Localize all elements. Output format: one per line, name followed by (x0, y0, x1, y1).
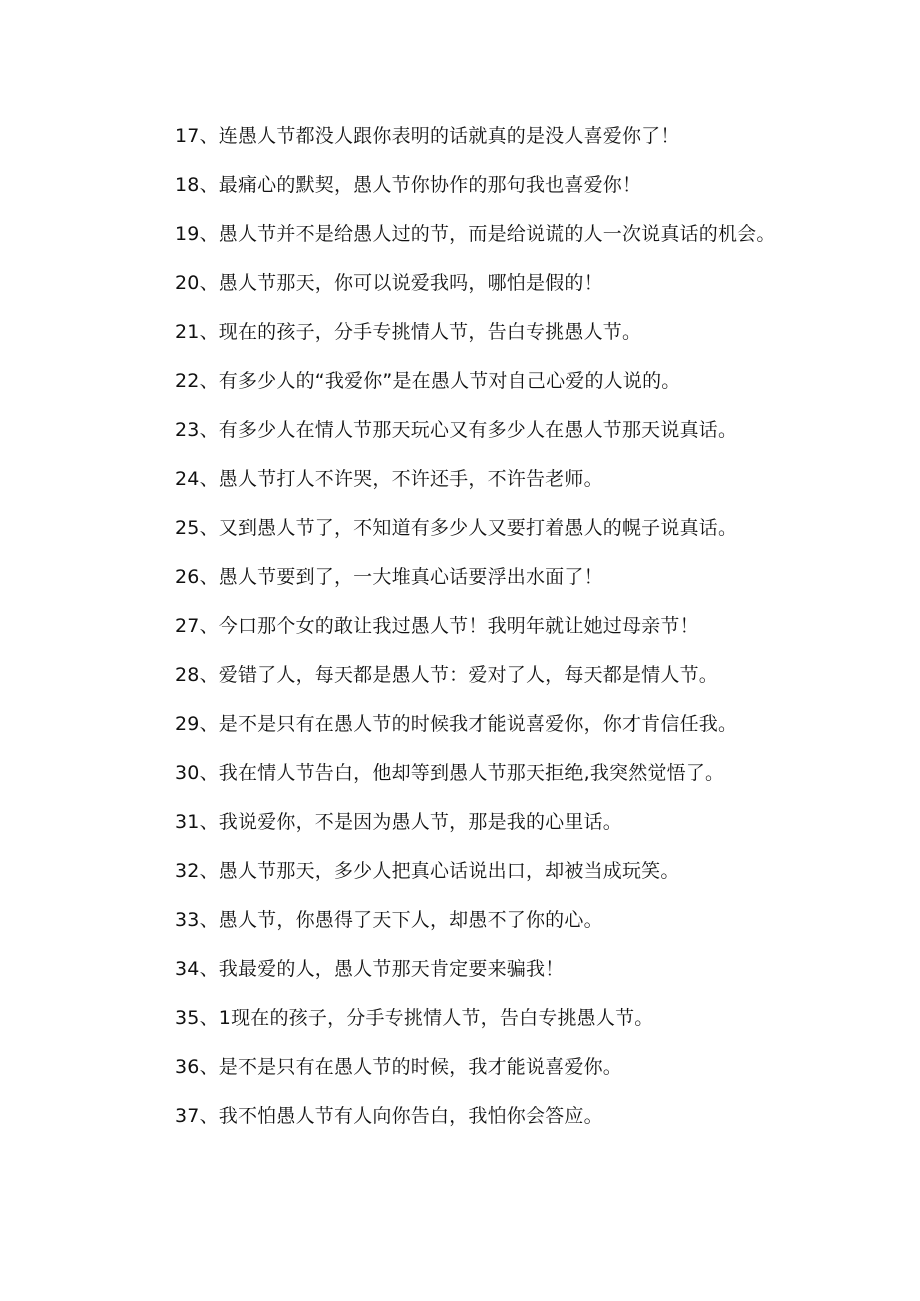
list-item: 27、今口那个女的敢让我过愚人节！我明年就让她过母亲节！ (175, 615, 699, 637)
list-item: 35、1现在的孩子，分手专挑情人节，告白专挑愚人节。 (175, 1007, 654, 1029)
list-item: 32、愚人节那天，多少人把真心话说出口，却被当成玩笑。 (175, 860, 680, 882)
list-item: 26、愚人节要到了，一大堆真心话要浮出水面了！ (175, 566, 603, 588)
list-item: 30、我在情人节告白，他却等到愚人节那天拒绝,我突然觉悟了。 (175, 762, 725, 784)
list-item: 25、又到愚人节了，不知道有多少人又要打着愚人的幌子说真话。 (175, 517, 738, 539)
list-item: 21、现在的孩子，分手专挑情人节，告白专挑愚人节。 (175, 321, 642, 343)
list-item: 29、是不是只有在愚人节的时候我才能说喜爱你，你才肯信任我。 (175, 713, 738, 735)
quote-list (137, 112, 777, 1141)
list-item: 24、愚人节打人不许哭，不许还手，不许告老师。 (175, 468, 603, 490)
list-item: 22、有多少人的“我爱你”是在愚人节对自己心爱的人说的。 (175, 370, 681, 392)
list-item: 28、爱错了人，每天都是愚人节：爱对了人，每天都是情人节。 (175, 664, 718, 686)
list-item: 19、愚人节并不是给愚人过的节，而是给说谎的人一次说真话的机会。 (175, 223, 776, 245)
list-item: 31、我说爱你，不是因为愚人节，那是我的心里话。 (175, 811, 622, 833)
list-item: 17、连愚人节都没人跟你表明的话就真的是没人喜爱你了！ (175, 125, 680, 147)
list-item: 37、我不怕愚人节有人向你告白，我怕你会答应。 (175, 1105, 603, 1127)
list-item: 34、我最爱的人，愚人节那天肯定要来骗我！ (175, 958, 565, 980)
list-item: 18、最痛心的默契，愚人节你协作的那句我也喜爱你！ (175, 174, 642, 196)
list-item: 36、是不是只有在愚人节的时候，我才能说喜爱你。 (175, 1056, 622, 1078)
list-item: 20、愚人节那天，你可以说爱我吗，哪怕是假的！ (175, 272, 603, 294)
list-item: 33、愚人节，你愚得了天下人，却愚不了你的心。 (175, 909, 603, 931)
list-item: 23、有多少人在情人节那天玩心又有多少人在愚人节那天说真话。 (175, 419, 738, 441)
